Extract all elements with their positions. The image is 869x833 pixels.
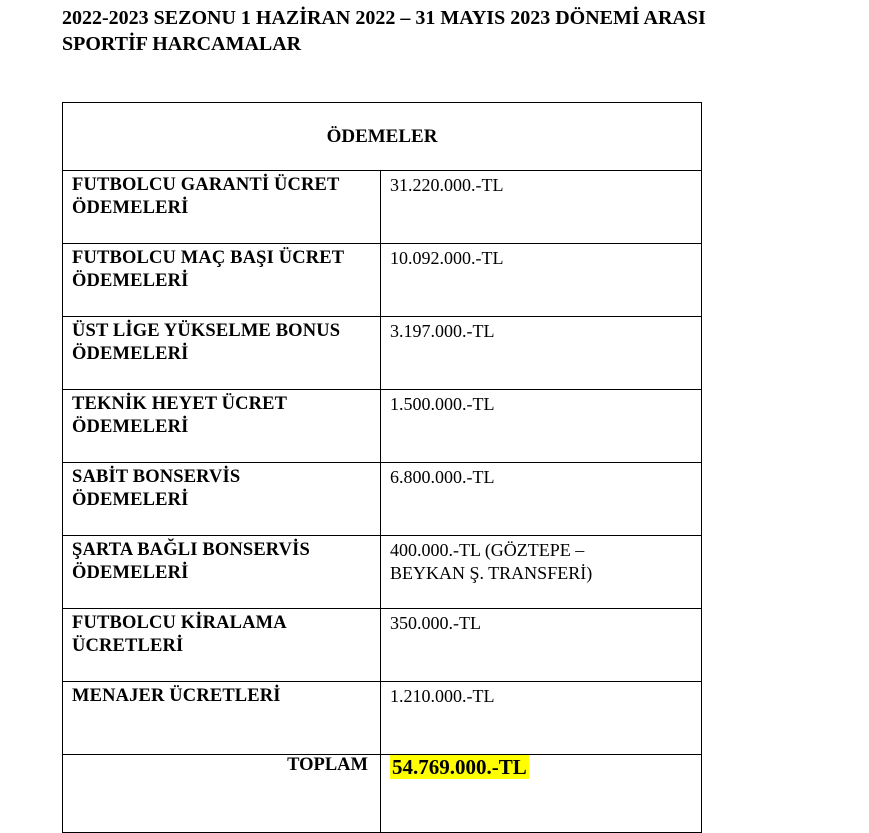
payment-amount bbox=[381, 682, 702, 755]
table-row bbox=[63, 244, 702, 317]
payment-amount-line-1: 3.197.000.-TL bbox=[390, 321, 495, 341]
payment-label bbox=[63, 171, 381, 244]
table-header-row bbox=[63, 103, 702, 171]
table-row bbox=[63, 536, 702, 609]
payment-amount bbox=[381, 536, 702, 609]
payment-label-line-1: FUTBOLCU MAÇ BAŞI ÜCRET bbox=[72, 248, 345, 268]
table-row bbox=[63, 390, 702, 463]
payment-amount-line-1: 350.000.-TL bbox=[390, 613, 481, 633]
payment-amount bbox=[381, 609, 702, 682]
payment-label-line-1: ÜST LİGE YÜKSELME BONUS bbox=[72, 321, 341, 341]
payment-amount-line-2: BEYKAN Ş. TRANSFERİ) bbox=[390, 563, 593, 583]
payment-label bbox=[63, 682, 381, 755]
total-amount-cell bbox=[381, 755, 702, 833]
payment-label bbox=[63, 390, 381, 463]
payment-label-line-2: ÖDEMELERİ bbox=[72, 198, 189, 218]
table-row bbox=[63, 463, 702, 536]
payment-label bbox=[63, 317, 381, 390]
payment-amount-line-1: 10.092.000.-TL bbox=[390, 248, 504, 268]
payment-label-line-1: MENAJER ÜCRETLERİ bbox=[72, 686, 281, 706]
payment-amount bbox=[381, 463, 702, 536]
table-row bbox=[63, 317, 702, 390]
payment-amount-line-1: 31.220.000.-TL bbox=[390, 175, 504, 195]
payment-label-line-1: SABİT BONSERVİS bbox=[72, 467, 241, 487]
payment-label-line-2: ÖDEMELERİ bbox=[72, 344, 189, 364]
payment-label-line-2: ÖDEMELERİ bbox=[72, 563, 189, 583]
table-header: ÖDEMELER bbox=[63, 103, 702, 171]
payment-amount-line-1: 1.500.000.-TL bbox=[390, 394, 495, 414]
payment-label-line-2: ÖDEMELERİ bbox=[72, 490, 189, 510]
total-amount: 54.769.000.-TL bbox=[392, 755, 527, 779]
document-title bbox=[62, 5, 852, 57]
total-label: TOPLAM bbox=[63, 755, 381, 833]
payment-label-line-2: ÜCRETLERİ bbox=[72, 636, 184, 656]
payment-amount-line-1: 6.800.000.-TL bbox=[390, 467, 495, 487]
document-title-line-1: 2022-2023 SEZONU 1 HAZİRAN 2022 – 31 MAYIS 2023 DÖNEMİ ARASI bbox=[62, 7, 706, 29]
payment-amount-line-1: 400.000.-TL (GÖZTEPE – bbox=[390, 540, 585, 560]
payment-amount bbox=[381, 244, 702, 317]
payment-label-line-2: ÖDEMELERİ bbox=[72, 417, 189, 437]
total-row bbox=[63, 755, 702, 833]
payment-label-line-1: TEKNİK HEYET ÜCRET bbox=[72, 394, 288, 414]
table-row bbox=[63, 171, 702, 244]
payment-label bbox=[63, 536, 381, 609]
payment-label bbox=[63, 463, 381, 536]
payments-table bbox=[62, 102, 702, 833]
payment-label-line-1: FUTBOLCU KİRALAMA bbox=[72, 613, 287, 633]
payment-label-line-1: FUTBOLCU GARANTİ ÜCRET bbox=[72, 175, 340, 195]
payment-label bbox=[63, 609, 381, 682]
payment-amount bbox=[381, 317, 702, 390]
table-row bbox=[63, 609, 702, 682]
payment-label-line-1: ŞARTA BAĞLI BONSERVİS bbox=[72, 540, 310, 560]
payment-label bbox=[63, 244, 381, 317]
payment-label-line-2: ÖDEMELERİ bbox=[72, 271, 189, 291]
payment-amount bbox=[381, 390, 702, 463]
payment-amount-line-1: 1.210.000.-TL bbox=[390, 686, 495, 706]
table-row bbox=[63, 682, 702, 755]
document-title-line-2: SPORTİF HARCAMALAR bbox=[62, 33, 302, 55]
payment-amount bbox=[381, 171, 702, 244]
